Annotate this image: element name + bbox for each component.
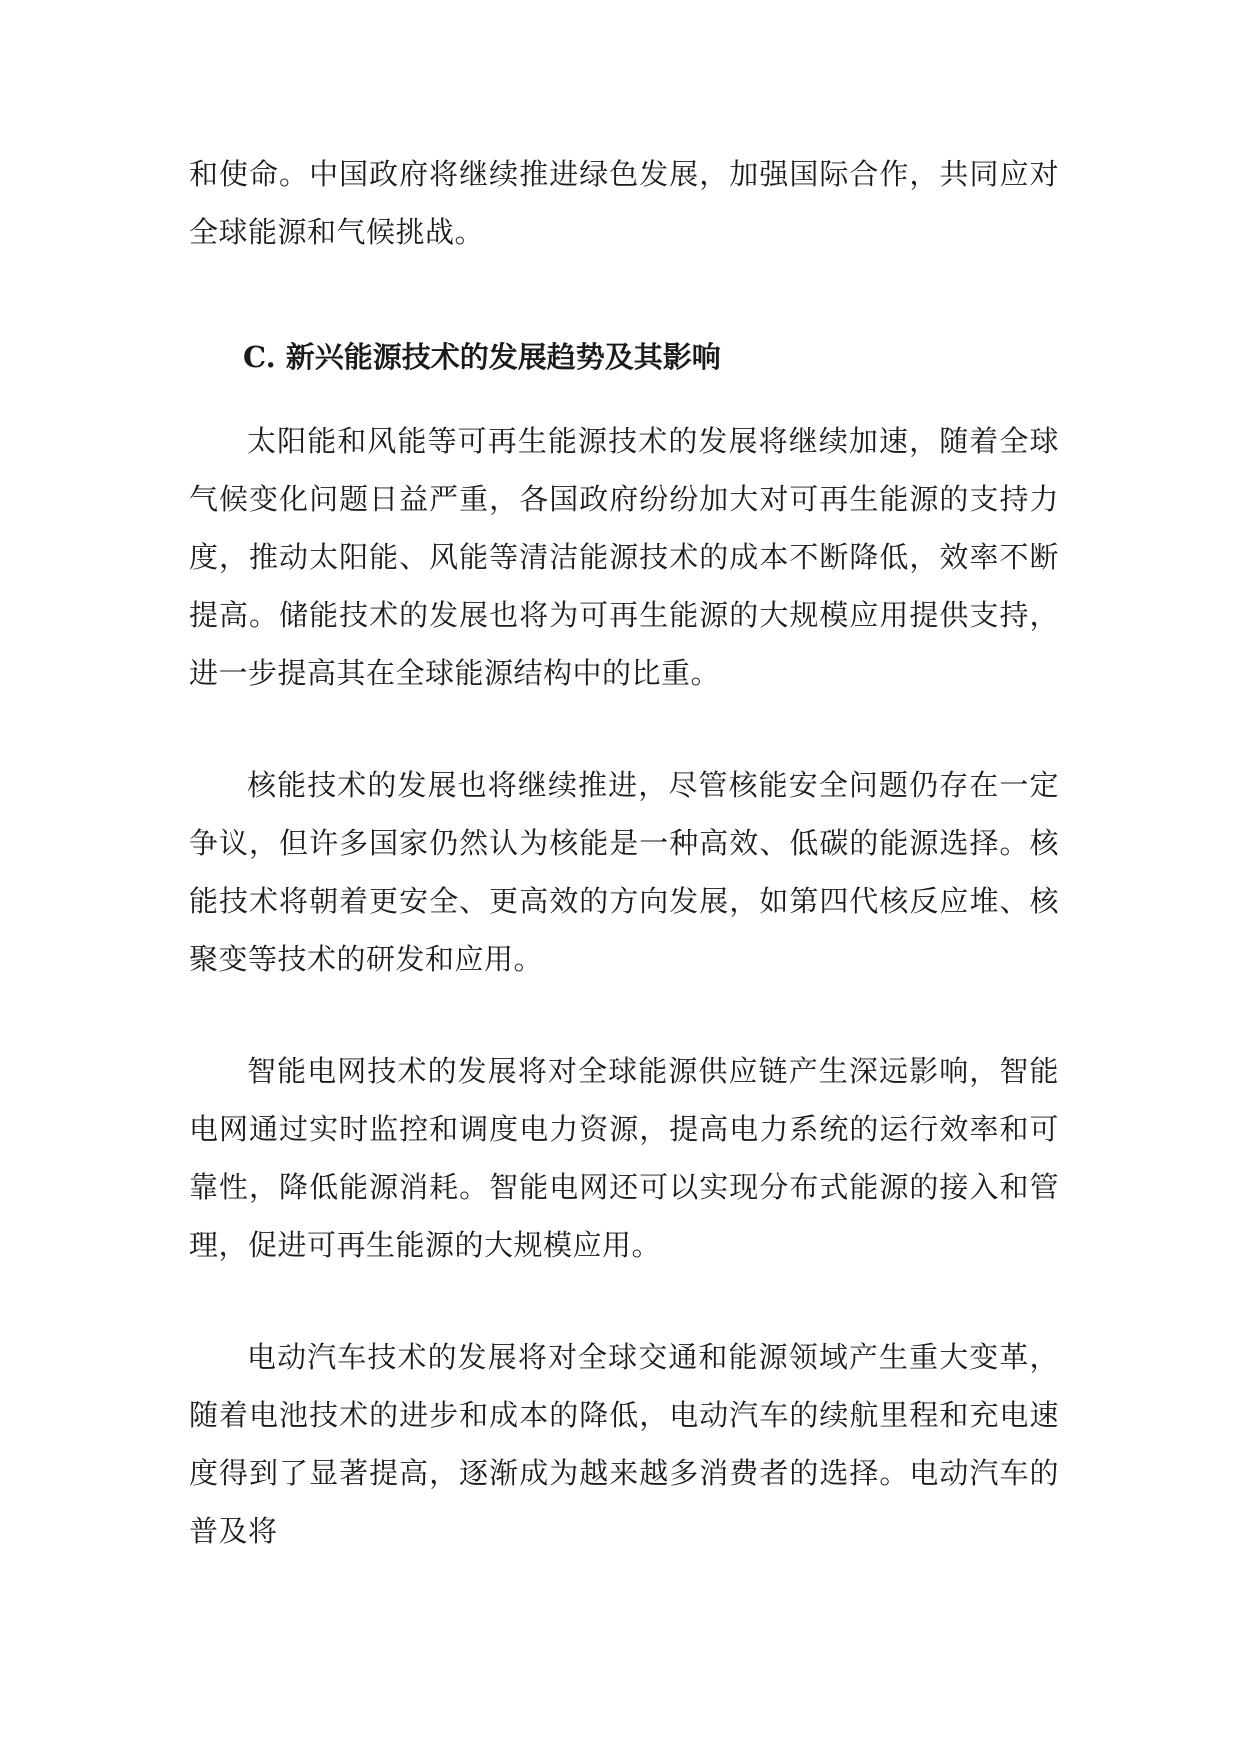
paragraph-smart-grid: 智能电网技术的发展将对全球能源供应链产生深远影响，智能电网通过实时监控和调度电力资源，提高电力系统的运行效率和可靠性，降低能源消耗。智能电网还可以实现分布式能源的接入和管理，促进可再生能源的大规模应用。 bbox=[189, 1054, 1059, 1262]
section-heading: C. 新兴能源技术的发展趋势及其影响 bbox=[243, 340, 721, 374]
paragraph-electric-vehicle: 电动汽车技术的发展将对全球交通和能源领域产生重大变革，随着电池技术的进步和成本的降低，电动汽车的续航里程和充电速度得到了显著提高，逐渐成为越来越多消费者的选择。电动汽车的普及将 bbox=[189, 1340, 1059, 1548]
paragraph-renewable: 太阳能和风能等可再生能源技术的发展将继续加速，随着全球气候变化问题日益严重，各国政府纷纷加大对可再生能源的支持力度，推动太阳能、风能等清洁能源技术的成本不断降低，效率不断提高。储能技术的发展也将为可再生能源的大规模应用提供支持，进一步提高其在全球能源结构中的比重。 bbox=[189, 424, 1059, 690]
paragraph-intro: 和使命。中国政府将继续推进绿色发展，加强国际合作，共同应对全球能源和气候挑战。 bbox=[189, 157, 1059, 249]
paragraph-nuclear: 核能技术的发展也将继续推进，尽管核能安全问题仍存在一定争议，但许多国家仍然认为核能是一种高效、低碳的能源选择。核能技术将朝着更安全、更高效的方向发展，如第四代核反应堆、核聚变等技术的研发和应用。 bbox=[189, 768, 1059, 976]
